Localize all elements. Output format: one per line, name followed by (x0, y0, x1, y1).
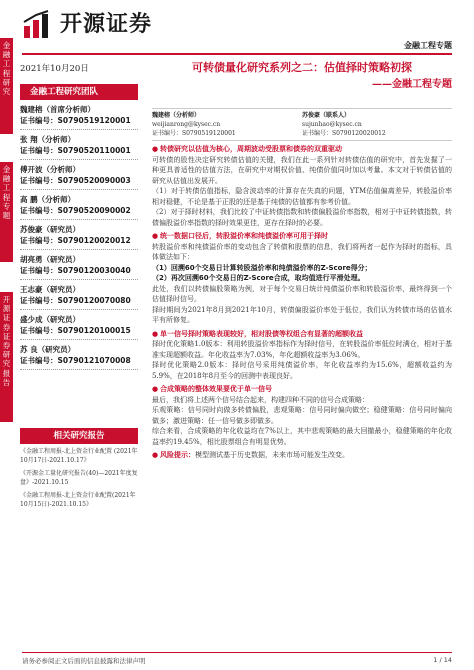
bullet-icon: ● (152, 385, 159, 393)
related-heading: 相关研究报告 (20, 428, 138, 444)
logo-icon (22, 10, 52, 40)
section-heading (152, 384, 452, 395)
body-paragraph: 择时期间为2021年8月到2021年10月，转债偏股溢价率处于低位，我们认为转债市场的估值水平有所修复。 (152, 305, 452, 324)
bullet-icon: ● (152, 329, 159, 338)
analyst-entry (20, 220, 138, 250)
analyst-name: 傅开波（分析师） (20, 165, 80, 174)
side-banner-research: 金融工程研究 (0, 38, 13, 134)
report-date: 2021年10月20日 (20, 64, 89, 74)
body-paragraph: 乐观策略：信号同时向做多转债偏股，悲观策略：信号同时偏向做空；稳健策略：信号同时偏向做多；激进策略：任一信号做多即做多。 (152, 406, 452, 425)
author-1 (152, 111, 302, 138)
body-paragraph: 最后，我们将上述两个信号结合起来，构建四种不同的信号合成策略： (152, 395, 369, 404)
section-heading-text: 风险提示： (160, 451, 195, 459)
body-paragraph: （2）对于择时材料，我们比较了中证转债指数和转债偏股溢价率指数，相对于中证转债指数，转债偏股溢价率指数的择时效果更佳，更存在择时的必要。 (152, 208, 452, 227)
body-paragraph: 转股溢价率和纯债溢价率的变动包含了转债和股票的信息，我们将两者一起作为择时的指标，具体做法如下： (152, 242, 452, 261)
body-paragraph: 综合来看，合成策略的年化收益均在7%以上，其中悲观策略的最大回撤最小，稳健策略的年化收益率约19.45%，相比股票组合有明显优势。 (152, 427, 452, 446)
section-inline-text: 模型测试基于历史数据，未来市场可能发生改变。 (195, 451, 349, 459)
section-heading (152, 144, 452, 155)
section-heading (152, 231, 452, 242)
author-cert: 证书编号：S0790519120001 (152, 130, 236, 137)
author-email[interactable]: sujunhao@kysec.cn (302, 121, 362, 128)
analyst-name: 王志豪（研究员） (20, 285, 80, 294)
analyst-cert: 证书编号：S0790120070080 (20, 296, 131, 305)
analyst-name: 盛少成（研究员） (20, 315, 80, 324)
analyst-entry (20, 310, 138, 340)
analyst-cert: 证书编号：S0790519120001 (20, 116, 131, 125)
analyst-cert: 证书编号：S0790520110001 (20, 146, 131, 155)
side-banner-topic: 金融工程专题 (0, 162, 13, 262)
report-subtitle: ——金融工程专题 (372, 79, 452, 90)
analyst-entry (20, 340, 138, 370)
brand-logo (22, 10, 152, 40)
analyst-name: 魏建榕（首席分析师） (20, 105, 95, 114)
analyst-entry (20, 160, 138, 190)
analyst-name: 高 鹏（分析师） (20, 195, 76, 204)
bullet-icon: ● (152, 145, 159, 153)
left-column (20, 60, 138, 370)
analyst-cert: 证书编号：S0790520090003 (20, 176, 131, 185)
author-2 (302, 111, 452, 138)
analyst-entry (20, 130, 138, 160)
analyst-entry (20, 250, 138, 280)
related-reports (20, 447, 138, 513)
report-body (152, 144, 452, 461)
analyst-cert: 证书编号：S0790121070008 (20, 356, 131, 365)
report-title: 可转债量化研究系列之二：估值择时策略初探 (192, 61, 412, 74)
section-heading (152, 450, 452, 461)
section-heading-text: 转债研究以估值为核心，周期波动受股票和债券的双重驱动 (160, 145, 342, 153)
analyst-entry (20, 190, 138, 220)
author-name: 苏俊豪（联系人） (302, 112, 351, 119)
analyst-list (20, 100, 138, 370)
side-banner-report: 开源证券证券研究报告 (0, 292, 13, 422)
analyst-cert: 证书编号：S0790120100015 (20, 326, 131, 335)
brand-name: 开源证券 (60, 12, 153, 37)
author-cert: 证书编号：S0790120020012 (302, 130, 386, 137)
analyst-name: 苏 良（研究员） (20, 345, 76, 354)
body-paragraph: 择时优化策略2.0版本：择时信号采用纯债溢价率，年化收益率约为15.6%，超额收益约为5.9%，在2018年8月至今的回测中表现良好。 (152, 361, 452, 380)
author-email[interactable]: weijianrong@kysec.cn (152, 121, 221, 128)
analyst-name: 张 翔（分析师） (20, 135, 76, 144)
section-heading (152, 329, 452, 340)
footer-divider (22, 652, 452, 653)
analyst-cert: 证书编号：S0790520090002 (20, 206, 131, 215)
main-content (152, 60, 452, 461)
highlight-line: （2）再次回溯60个交易日的Z-Score合成，取均值进行平滑处理。 (152, 274, 365, 282)
highlight-line: （1）回溯60个交易日计算转股溢价率和纯债溢价率的Z-Score得分； (152, 263, 372, 272)
report-type: 金融工程专题 (404, 41, 452, 50)
analyst-cert: 证书编号：S0790120030040 (20, 266, 131, 275)
related-report-link[interactable]: 《开源金工量化研究报告(40)—2021年度复盘》-2021.10.15 (20, 470, 138, 486)
author-name: 魏建榕（分析师） (152, 112, 201, 119)
related-report-link[interactable]: 《金融工程周报-北上资金行业配置 (2021年10月17日-2021.10.17》 (20, 448, 138, 464)
analyst-name: 苏俊豪（研究员） (20, 225, 80, 234)
analyst-entry (20, 280, 138, 310)
section-heading-text: 统一数据口径后，转股溢价率和纯债溢价率可用于择时 (160, 232, 328, 240)
body-paragraph: （1）对于转债估值指标，隐含波动率的计算存在失真的问题，YTM估值偏离差异，转股溢价率相对稳健，不论是基于正股的还是基于纯债的估值都有参考价值。 (152, 187, 452, 206)
header-divider (22, 53, 452, 55)
section-heading-text: 单一信号择时策略表现较好，相对股债等权组合有显著的超额收益 (160, 329, 363, 338)
body-paragraph: 择时优化策略1.0版本：利用转股溢价率指标作为择时信号，在转股溢价率低位时满仓，相对于基准实现超额收益。年化收益率为7.03%，年化超额收益率为3.06%。 (152, 340, 452, 359)
body-paragraph: 此处，我们以转债偏股策略为例，对于每个交易日统计纯债溢价率和转股溢价率，最终得到一个估值择时信号。 (152, 284, 452, 303)
related-report-link[interactable]: 《金融工程周报-北上资金行业配置(2021年10月15日)-2021.10.15》 (20, 492, 136, 508)
section-heading-text: 合成策略的整体效果要优于单一信号 (160, 385, 272, 393)
author-box (152, 108, 452, 141)
footer-disclaimer: 请务必参阅正文后面的信息披露和法律声明 (22, 657, 146, 665)
analyst-name: 胡亮勇（研究员） (20, 255, 80, 264)
team-heading: 金融工程研究团队 (20, 84, 138, 100)
page-number: 1 / 14 (433, 656, 452, 664)
body-paragraph: 可转债的股性决定研究转债估值的关键，我们在此一系列针对转债估值的研究中，首先发掘了一种更具普适性的估值方法，在研究中对期权价值、纯债价值同时加以考量。本文对于转债估值的研究从估值出发展开。 (152, 155, 452, 185)
bullet-icon: ● (152, 451, 159, 459)
analyst-entry (20, 100, 138, 130)
bullet-icon: ● (152, 232, 159, 240)
analyst-cert: 证书编号：S0790120020012 (20, 236, 131, 245)
